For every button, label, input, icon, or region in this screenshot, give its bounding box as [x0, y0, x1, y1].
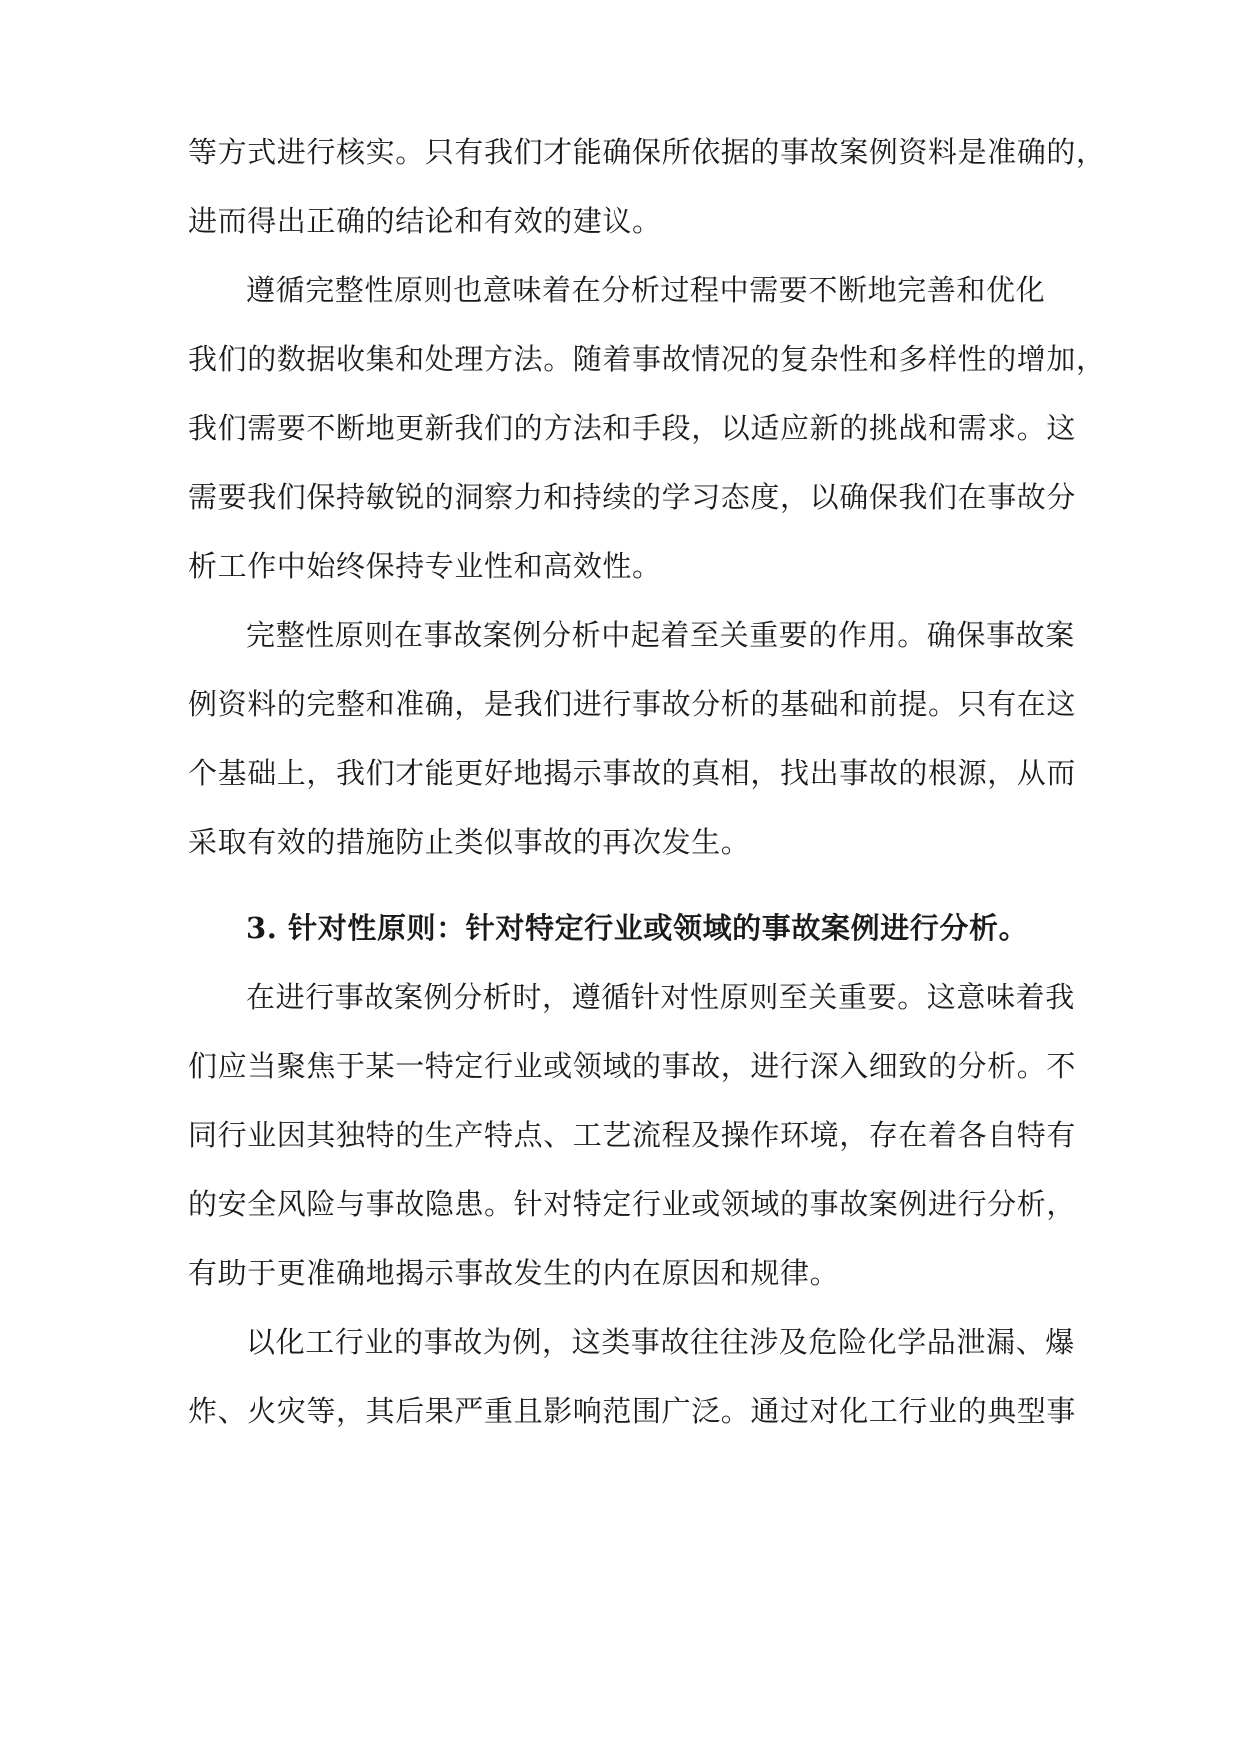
section-paragraph-1-line-3: 同行业因其独特的生产特点、工艺流程及操作环境，存在着各自特有 [188, 1118, 1077, 1152]
paragraph-3-line-4: 采取有效的措施防止类似事故的再次发生。 [188, 825, 751, 859]
section-paragraph-1-line-4: 的安全风险与事故隐患。针对特定行业或领域的事故案例进行分析， [188, 1187, 1077, 1221]
section-paragraph-1-line-2: 们应当聚焦于某一特定行业或领域的事故，进行深入细致的分析。不 [188, 1049, 1077, 1083]
paragraph-3-line-3: 个基础上，我们才能更好地揭示事故的真相，找出事故的根源，从而 [188, 756, 1077, 790]
paragraph-1-line-1: 等方式进行核实。只有我们才能确保所依据的事故案例资料是准确的， [188, 135, 1106, 169]
paragraph-2-line-2: 我们的数据收集和处理方法。随着事故情况的复杂性和多样性的增加， [188, 342, 1106, 376]
paragraph-2-line-5: 析工作中始终保持专业性和高效性。 [188, 549, 662, 583]
section-paragraph-1-line-1: 在进行事故案例分析时，遵循针对性原则至关重要。这意味着我 [246, 980, 1075, 1014]
paragraph-1-line-2: 进而得出正确的结论和有效的建议。 [188, 204, 662, 238]
paragraph-2-line-1: 遵循完整性原则也意味着在分析过程中需要不断地完善和优化 [246, 273, 1046, 307]
section-paragraph-2-line-1: 以化工行业的事故为例，这类事故往往涉及危险化学品泄漏、爆 [246, 1325, 1075, 1359]
section-heading: 3. 针对性原则：针对特定行业或领域的事故案例进行分析。 [246, 911, 1029, 945]
paragraph-2-line-4: 需要我们保持敏锐的洞察力和持续的学习态度，以确保我们在事故分 [188, 480, 1077, 514]
paragraph-3-line-2: 例资料的完整和准确，是我们进行事故分析的基础和前提。只有在这 [188, 687, 1077, 721]
section-paragraph-1-line-5: 有助于更准确地揭示事故发生的内在原因和规律。 [188, 1256, 840, 1290]
paragraph-2-line-3: 我们需要不断地更新我们的方法和手段，以适应新的挑战和需求。这 [188, 411, 1077, 445]
paragraph-3-line-1: 完整性原则在事故案例分析中起着至关重要的作用。确保事故案 [246, 618, 1075, 652]
section-paragraph-2-line-2: 炸、火灾等，其后果严重且影响范围广泛。通过对化工行业的典型事 [188, 1394, 1077, 1428]
